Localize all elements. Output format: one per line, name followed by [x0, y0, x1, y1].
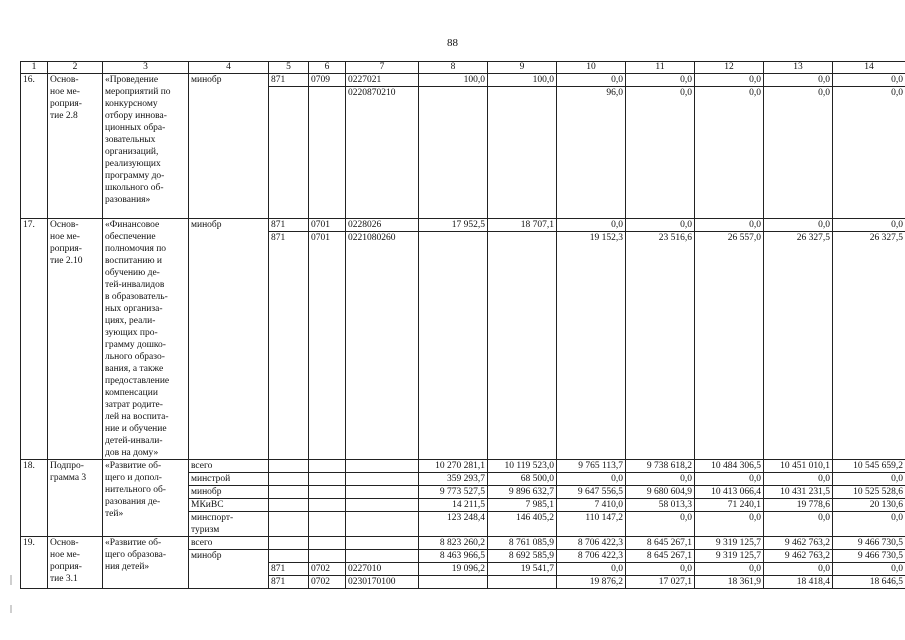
cell-c12: 9 319 125,7 — [695, 537, 764, 550]
cell-c11: 0,0 — [626, 563, 695, 576]
cell-c5 — [269, 537, 309, 550]
cell-c6: 0702 — [309, 563, 346, 576]
executor: минобр — [189, 550, 269, 589]
budget-table — [20, 61, 905, 589]
cell-c7: 0227021 — [346, 74, 419, 87]
cell-c10: 96,0 — [557, 87, 626, 219]
cell-c13: 9 462 763,2 — [764, 537, 833, 550]
cell-c8: 17 952,5 — [419, 219, 488, 232]
measure-name: Основ- ное ме- роприя- тие 3.1 — [48, 537, 103, 589]
cell-c11: 58 013,3 — [626, 499, 695, 512]
column-header: 5 — [269, 62, 309, 74]
cell-c12: 18 361,9 — [695, 576, 764, 589]
cell-c6 — [309, 486, 346, 499]
cell-c6 — [309, 537, 346, 550]
cell-c7: 0220870210 — [346, 87, 419, 219]
cell-c14: 10 525 528,6 — [833, 486, 905, 499]
cell-c5 — [269, 486, 309, 499]
cell-c9: 7 985,1 — [488, 499, 557, 512]
cell-c10: 0,0 — [557, 74, 626, 87]
cell-c9: 10 119 523,0 — [488, 460, 557, 473]
cell-c10: 8 706 422,3 — [557, 537, 626, 550]
column-header: 9 — [488, 62, 557, 74]
cell-c13: 19 778,6 — [764, 499, 833, 512]
cell-c11: 17 027,1 — [626, 576, 695, 589]
cell-c12: 9 319 125,7 — [695, 550, 764, 563]
row-number: 16. — [21, 74, 48, 219]
executor: МКиВС — [189, 499, 269, 512]
cell-c13: 0,0 — [764, 473, 833, 486]
cell-c14: 18 646,5 — [833, 576, 905, 589]
cell-c6: 0709 — [309, 74, 346, 87]
row-number: 18. — [21, 460, 48, 537]
cell-c11: 0,0 — [626, 219, 695, 232]
cell-c7: 0221080260 — [346, 232, 419, 460]
cell-c5: 871 — [269, 219, 309, 232]
cell-c12: 0,0 — [695, 219, 764, 232]
cell-c6 — [309, 460, 346, 473]
row-number: 19. — [21, 537, 48, 589]
cell-c8: 14 211,5 — [419, 499, 488, 512]
cell-c5 — [269, 473, 309, 486]
cell-c12: 10 484 306,5 — [695, 460, 764, 473]
cell-c9: 146 405,2 — [488, 512, 557, 537]
cell-c14: 0,0 — [833, 473, 905, 486]
cell-c6 — [309, 473, 346, 486]
cell-c13: 18 418,4 — [764, 576, 833, 589]
cell-c8: 10 270 281,1 — [419, 460, 488, 473]
cell-c6 — [309, 87, 346, 219]
cell-c8 — [419, 576, 488, 589]
column-header: 7 — [346, 62, 419, 74]
cell-c9: 8 692 585,9 — [488, 550, 557, 563]
table-row — [21, 74, 905, 87]
column-header: 11 — [626, 62, 695, 74]
column-header: 4 — [189, 62, 269, 74]
cell-c7 — [346, 512, 419, 537]
executor: минобр — [189, 219, 269, 460]
measure-name: Основ- ное ме- роприя- тие 2.8 — [48, 74, 103, 219]
executor: всего — [189, 460, 269, 473]
cell-c7 — [346, 537, 419, 550]
cell-c5 — [269, 512, 309, 537]
cell-c7 — [346, 499, 419, 512]
cell-c10: 0,0 — [557, 219, 626, 232]
cell-c12: 0,0 — [695, 512, 764, 537]
cell-c11: 0,0 — [626, 74, 695, 87]
cell-c6 — [309, 550, 346, 563]
cell-c12: 10 413 066,4 — [695, 486, 764, 499]
measure-title: «Развитие об- щего и допол- нительного об- разования де- тей» — [103, 460, 189, 537]
executor: минобр — [189, 74, 269, 219]
cell-c8: 19 096,2 — [419, 563, 488, 576]
measure-title: «Проведение мероприятий по конкурсному отбору иннова- ционных обра- зовательных организаций, реализующих программу до- школьного об- разования» — [103, 74, 189, 219]
cell-c5 — [269, 550, 309, 563]
cell-c8: 9 773 527,5 — [419, 486, 488, 499]
cell-c13: 26 327,5 — [764, 232, 833, 460]
measure-name: Основ- ное ме- роприя- тие 2.10 — [48, 219, 103, 460]
cell-c13: 0,0 — [764, 74, 833, 87]
cell-c8: 100,0 — [419, 74, 488, 87]
cell-c13: 0,0 — [764, 512, 833, 537]
cell-c9: 68 500,0 — [488, 473, 557, 486]
cell-c10: 0,0 — [557, 473, 626, 486]
cell-c6: 0702 — [309, 576, 346, 589]
executor: всего — [189, 537, 269, 550]
column-header: 6 — [309, 62, 346, 74]
column-header: 14 — [833, 62, 905, 74]
cell-c13: 9 462 763,2 — [764, 550, 833, 563]
cell-c9: 19 541,7 — [488, 563, 557, 576]
cell-c9 — [488, 576, 557, 589]
cell-c7 — [346, 486, 419, 499]
cell-c14: 0,0 — [833, 563, 905, 576]
cell-c11: 9 738 618,2 — [626, 460, 695, 473]
cell-c14: 0,0 — [833, 219, 905, 232]
column-header: 8 — [419, 62, 488, 74]
column-number-row — [21, 62, 905, 74]
cell-c9: 18 707,1 — [488, 219, 557, 232]
table-row — [21, 537, 905, 550]
cell-c14: 26 327,5 — [833, 232, 905, 460]
cell-c7: 0230170100 — [346, 576, 419, 589]
cell-c10: 9 765 113,7 — [557, 460, 626, 473]
cell-c8 — [419, 87, 488, 219]
cell-c9 — [488, 87, 557, 219]
cell-c8: 8 823 260,2 — [419, 537, 488, 550]
scan-margin-mark — [10, 575, 12, 585]
cell-c12: 71 240,1 — [695, 499, 764, 512]
cell-c10: 19 876,2 — [557, 576, 626, 589]
cell-c14: 20 130,6 — [833, 499, 905, 512]
measure-title: «Финансовое обеспечение полномочия по воспитанию и обучению де- тей-инвалидов в образователь- ных организа- циях, реали- зующих про- грамму дошко- льного образо- вания, а также предоставление компенсации затрат родите- лей на воспита- ние и обучение детей-инвали- дов на дому» — [103, 219, 189, 460]
executor: минобр — [189, 486, 269, 499]
executor: минспорт- туризм — [189, 512, 269, 537]
cell-c8 — [419, 232, 488, 460]
cell-c13: 10 431 231,5 — [764, 486, 833, 499]
cell-c12: 0,0 — [695, 87, 764, 219]
cell-c7 — [346, 473, 419, 486]
cell-c10: 7 410,0 — [557, 499, 626, 512]
column-header: 1 — [21, 62, 48, 74]
cell-c6: 0701 — [309, 219, 346, 232]
cell-c12: 0,0 — [695, 563, 764, 576]
cell-c12: 26 557,0 — [695, 232, 764, 460]
cell-c12: 0,0 — [695, 74, 764, 87]
cell-c10: 9 647 556,5 — [557, 486, 626, 499]
column-header: 13 — [764, 62, 833, 74]
cell-c9: 100,0 — [488, 74, 557, 87]
cell-c5: 871 — [269, 563, 309, 576]
cell-c14: 0,0 — [833, 512, 905, 537]
cell-c8: 8 463 966,5 — [419, 550, 488, 563]
cell-c7 — [346, 460, 419, 473]
measure-name: Подпро- грамма 3 — [48, 460, 103, 537]
table-row — [21, 460, 905, 473]
cell-c6: 0701 — [309, 232, 346, 460]
cell-c13: 0,0 — [764, 219, 833, 232]
table-row — [21, 219, 905, 232]
column-header: 3 — [103, 62, 189, 74]
row-number: 17. — [21, 219, 48, 460]
cell-c5 — [269, 87, 309, 219]
cell-c5 — [269, 499, 309, 512]
cell-c11: 23 516,6 — [626, 232, 695, 460]
cell-c11: 8 645 267,1 — [626, 537, 695, 550]
cell-c8: 123 248,4 — [419, 512, 488, 537]
measure-title: «Развитие об- щего образова- ния детей» — [103, 537, 189, 589]
cell-c10: 19 152,3 — [557, 232, 626, 460]
cell-c13: 0,0 — [764, 87, 833, 219]
cell-c14: 0,0 — [833, 87, 905, 219]
cell-c8: 359 293,7 — [419, 473, 488, 486]
cell-c9: 8 761 085,9 — [488, 537, 557, 550]
scan-margin-mark — [10, 605, 12, 613]
executor: минстрой — [189, 473, 269, 486]
cell-c11: 0,0 — [626, 473, 695, 486]
cell-c9 — [488, 232, 557, 460]
cell-c9: 9 896 632,7 — [488, 486, 557, 499]
cell-c7: 0227010 — [346, 563, 419, 576]
cell-c5: 871 — [269, 576, 309, 589]
cell-c14: 9 466 730,5 — [833, 537, 905, 550]
column-header: 2 — [48, 62, 103, 74]
column-header: 10 — [557, 62, 626, 74]
cell-c6 — [309, 512, 346, 537]
cell-c14: 9 466 730,5 — [833, 550, 905, 563]
page-number: 88 — [447, 37, 458, 49]
cell-c11: 8 645 267,1 — [626, 550, 695, 563]
cell-c7: 0228026 — [346, 219, 419, 232]
cell-c13: 0,0 — [764, 563, 833, 576]
cell-c6 — [309, 499, 346, 512]
cell-c10: 0,0 — [557, 563, 626, 576]
cell-c11: 9 680 604,9 — [626, 486, 695, 499]
cell-c5 — [269, 460, 309, 473]
cell-c14: 10 545 659,2 — [833, 460, 905, 473]
cell-c11: 0,0 — [626, 512, 695, 537]
column-header: 12 — [695, 62, 764, 74]
cell-c12: 0,0 — [695, 473, 764, 486]
cell-c5: 871 — [269, 74, 309, 87]
cell-c10: 8 706 422,3 — [557, 550, 626, 563]
cell-c10: 110 147,2 — [557, 512, 626, 537]
cell-c5: 871 — [269, 232, 309, 460]
cell-c11: 0,0 — [626, 87, 695, 219]
cell-c13: 10 451 010,1 — [764, 460, 833, 473]
cell-c14: 0,0 — [833, 74, 905, 87]
cell-c7 — [346, 550, 419, 563]
